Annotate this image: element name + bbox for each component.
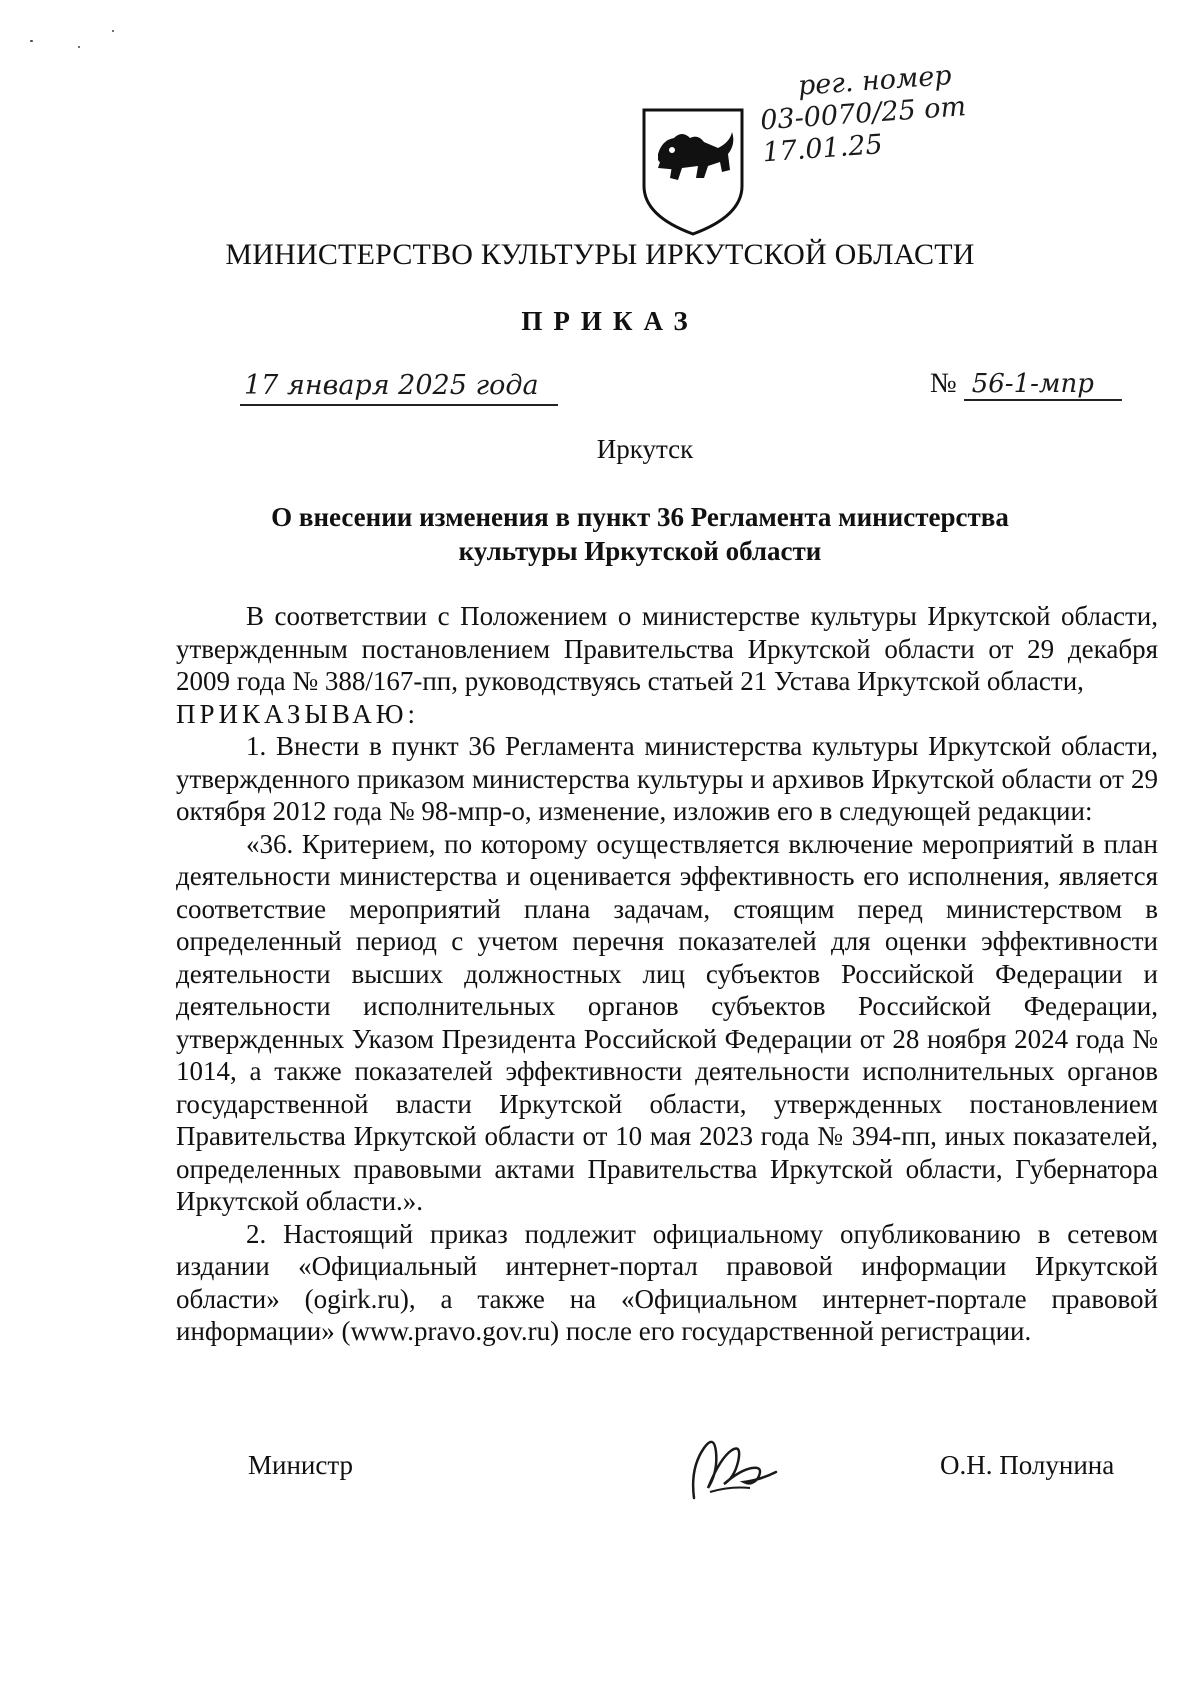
signer-position: Министр: [248, 1450, 353, 1480]
registration-note: [757, 51, 1093, 170]
document-body: [176, 600, 1158, 1348]
subject-line2: культуры Иркутской области: [458, 536, 822, 566]
date-field: [240, 370, 558, 406]
item-1-quote: «36. Критерием, по которому осуществляется включение мероприятий в план деятельности министерства и оценивается эффективность его исполнения, является соответствие мероприятий плана задачам, стоящим перед министерством в определенный период с учетом перечня показателей для оценки эффективности деятельности высших должностных лиц субъектов Российской Федерации и деятельности исполнительных органов субъектов Российской Федерации, утвержденных Указом Президента Российской Федерации от 28 ноября 2024 года № 1014, а также показателей эффективности деятельности исполнительных органов государственной власти Иркутской области, утвержденных постановлением Правительства Иркутской области от 10 мая 2023 года № 394-пп, иных показателей, определенных правовыми актами Правительства Иркутской области, Губернатора Иркутской области.».: [176, 828, 1158, 1216]
subject-title: [200, 500, 1080, 568]
registration-note-line1: рег. номер: [796, 60, 953, 102]
number-prefix: №: [930, 368, 957, 399]
date-handwritten: 17 января 2025 года: [244, 370, 539, 401]
scan-speck: [112, 30, 114, 32]
item-1: 1. Внести в пункт 36 Регламента министерства культуры Иркутской области, утвержденного приказом министерства культуры и архивов Иркутской области от 29 октября 2012 года № 98-мпр-о, изменение, изложив его в следующей редакции:: [176, 731, 1158, 826]
coat-of-arms-icon: [638, 104, 748, 238]
order-number: [930, 368, 1122, 401]
handwritten-signature: [680, 1428, 790, 1508]
subject-line1: О внесении изменения в пункт 36 Регламента министерства: [271, 502, 1009, 532]
scan-speck: [30, 40, 33, 42]
number-handwritten: 56-1-мпр: [964, 369, 1122, 401]
item-2: 2. Настоящий приказ подлежит официальному опубликованию в сетевом издании «Официальный интернет-портал правовой информации Иркутской области» (ogirk.ru), а также на «Официальном интернет-портале правовой информации» (www.pravo.gov.ru) после его государственной регистрации.: [176, 1218, 1158, 1346]
signer-name: О.Н. Полунина: [940, 1450, 1115, 1480]
city: Иркутск: [596, 434, 694, 464]
document-type: ПРИКАЗ: [521, 306, 699, 336]
preamble: В соответствии с Положением о министерстве культуры Иркутской области, утвержденным постановлением Правительства Иркутской области от 29 декабря 2009 года № 388/167-пп, руководствуясь статьей 21 Устава Иркутской области,: [176, 601, 1158, 696]
ministry-name: МИНИСТЕРСТВО КУЛЬТУРЫ ИРКУТСКОЙ ОБЛАСТИ: [225, 238, 975, 271]
order-word: ПРИКАЗЫВАЮ:: [176, 698, 419, 729]
registration-note-line2: 03-0070/25 от 17.01.25: [759, 91, 968, 169]
scan-speck: [78, 46, 80, 48]
